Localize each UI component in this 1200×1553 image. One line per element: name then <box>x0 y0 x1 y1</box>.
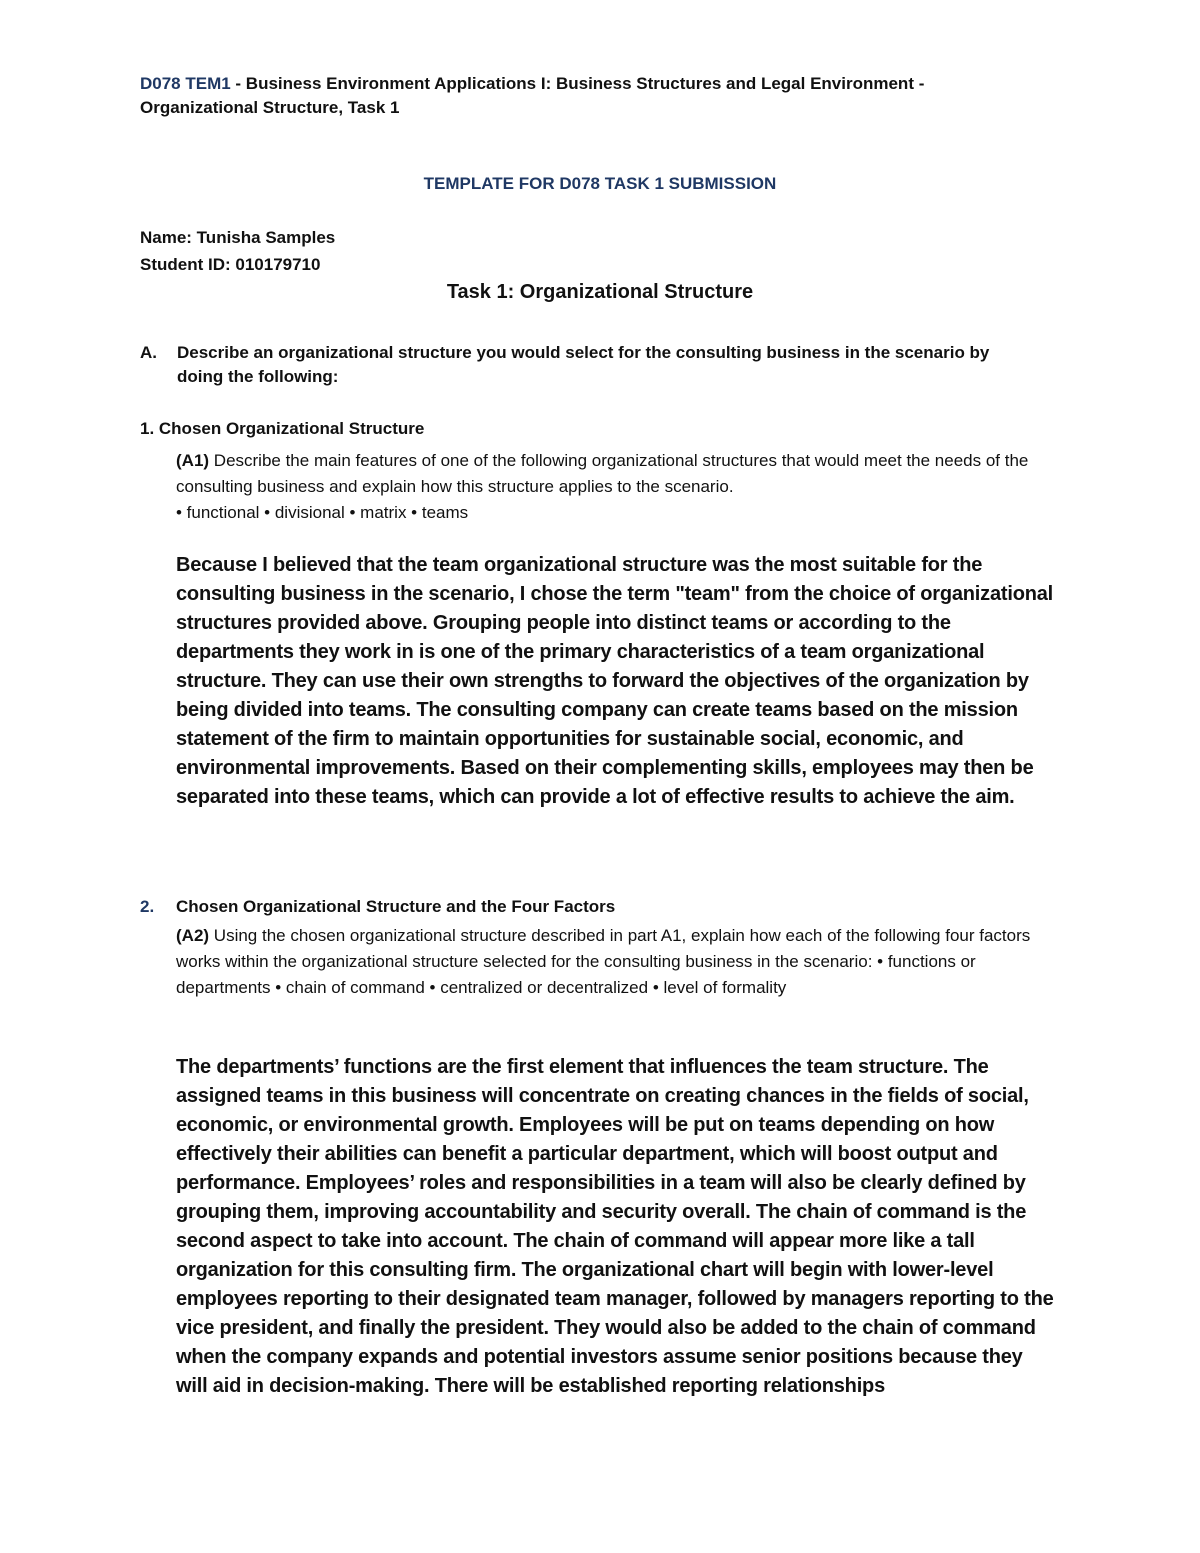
document-header <box>140 72 1040 120</box>
question-a-line1: Describe an organizational structure you would select for the consulting business in the scenario by <box>177 343 990 362</box>
template-title: TEMPLATE FOR D078 TASK 1 SUBMISSION <box>423 174 777 193</box>
section1-answer: Because I believed that the team organizational structure was the most suitable for the consulting business in the scenario, I chose the term "team" from the choice of organizational structures provided above. Grouping people into distinct teams or according to the departments they work in is one of the primary characteristics of a team organizational structure. They can use their own strengths to forward the objectives of the organization by being divided into teams. The consulting company can create teams based on the mission statement of the firm to maintain opportunities for sustainable social, economic, and environmental improvements. Based on their complementing skills, employees may then be separated into these teams, which can provide a lot of effective results to achieve the aim. <box>176 554 1054 808</box>
question-a <box>140 341 1070 389</box>
section2-prompt-tag: (A2) <box>176 926 210 945</box>
section2-number: 2. <box>140 897 155 916</box>
section2-prompt <box>176 923 1056 1001</box>
question-a-line2: doing the following: <box>177 367 339 386</box>
section2-answer: The departments’ functions are the first element that influences the team structure. The assigned teams in this business will concentrate on creating chances in the fields of social, economic, or environmental growth. Employees will be put on teams depending on how effectively their abilities can benefit a particular department, which will boost output and performance. Employees’ roles and responsibilities in a team will also be clearly defined by grouping them, improving accountability and security overall. The chain of command is the second aspect to take into account. The chain of command will appear more like a tall organization for this consulting firm. The organizational chart will begin with lower-level employees reporting to their designated team manager, followed by managers reporting to the vice president, and finally the president. They would also be added to the chain of command when the company expands and potential investors assume senior positions because they will aid in decision-making. There will be established reporting relationships <box>176 1056 1054 1397</box>
task-title: Task 1: Organizational Structure <box>446 281 754 303</box>
section1-heading: 1. Chosen Organizational Structure <box>140 419 425 438</box>
student-id: Student ID: 010179710 <box>140 255 321 274</box>
course-code: D078 TEM1 <box>140 74 231 93</box>
section2-title: Chosen Organizational Structure and the Four Factors <box>176 897 616 916</box>
section1-prompt-text: Describe the main features of one of the following organizational structures that would meet the needs of the consulting business and explain how this structure applies to the scenario. <box>176 451 1029 496</box>
question-a-letter: A. <box>140 343 157 362</box>
section1-prompt-tag: (A1) <box>176 451 210 470</box>
student-name: Name: Tunisha Samples <box>140 228 336 247</box>
section2-prompt-text: Using the chosen organizational structure described in part A1, explain how each of the following four factors works within the organizational structure selected for the consulting business in the scenario: • functions or departments • chain of command • centralized or decentralized • level of formality <box>176 926 1031 997</box>
course-title: - Business Environment Applications I: Business Structures and Legal Environment - Organizational Structure, Task 1 <box>140 74 925 117</box>
section2-heading <box>140 897 615 917</box>
section1-prompt <box>176 448 1056 526</box>
section1-options: • functional • divisional • matrix • teams <box>176 503 469 522</box>
